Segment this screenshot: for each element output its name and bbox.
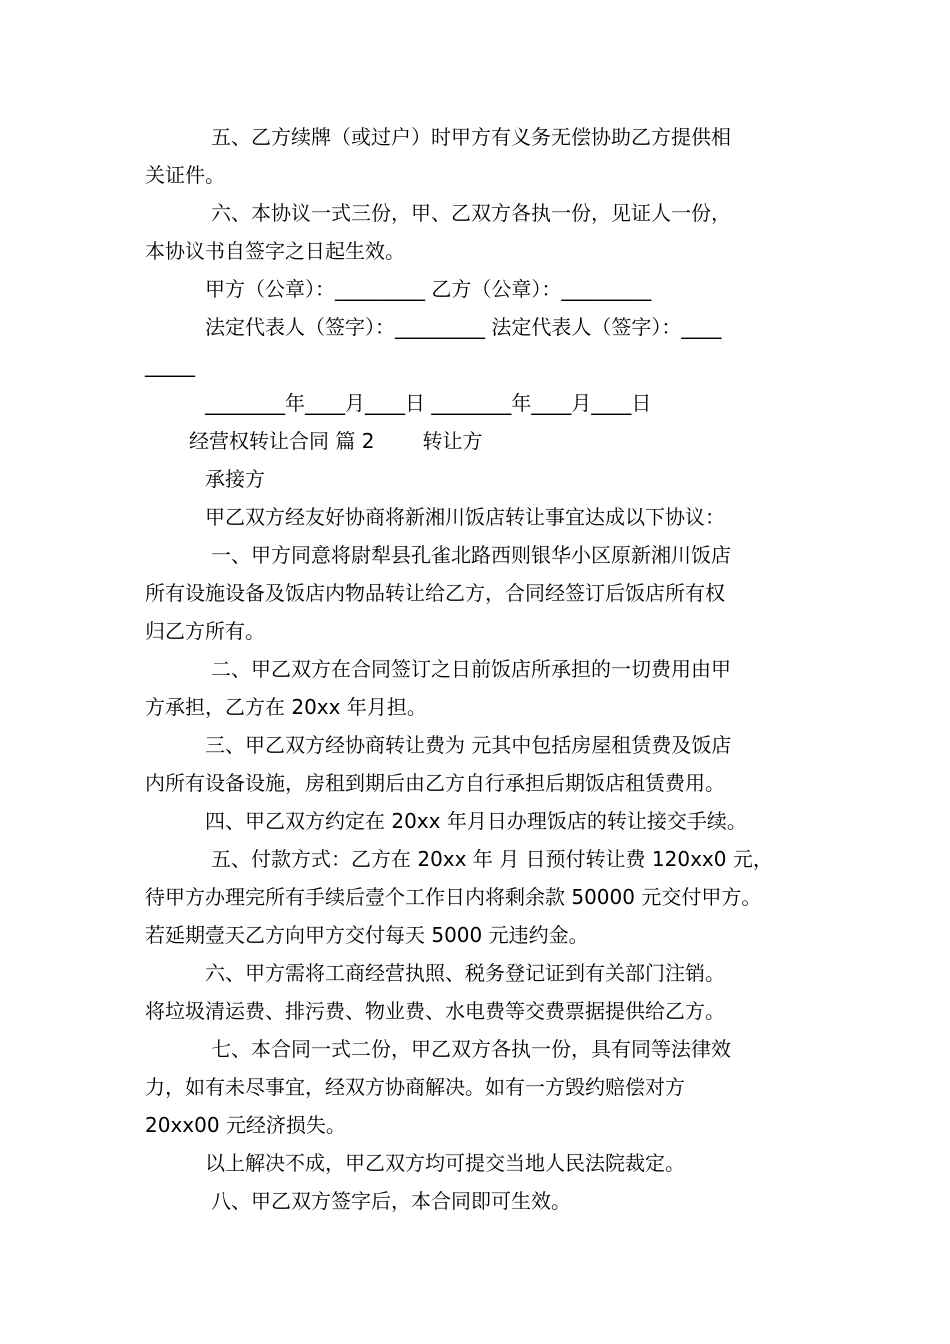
paragraph-line: 待甲方办理完所有手续后壹个工作日内将剩余款 50000 元交付甲方。 bbox=[145, 885, 762, 909]
paragraph-line: 内所有设备设施，房租到期后由乙方自行承担后期饭店租赁费用。 bbox=[145, 771, 725, 795]
paragraph-line: 七、本合同一式二份，甲乙双方各执一份，具有同等法律效 bbox=[211, 1037, 731, 1061]
paragraph-line: 以上解决不成，甲乙双方均可提交当地人民法院裁定。 bbox=[205, 1151, 685, 1175]
paragraph-line: 所有设施设备及饭店内物品转让给乙方，合同经签订后饭店所有权 bbox=[145, 581, 725, 605]
paragraph-line: 三、甲乙双方经协商转让费为 元其中包括房屋租赁费及饭店 bbox=[205, 733, 732, 757]
paragraph-line: 甲方（公章）：_________ 乙方（公章）：_________ bbox=[205, 277, 652, 301]
paragraph-line: 一、甲方同意将尉犁县孔雀北路西则银华小区原新湘川饭店 bbox=[211, 543, 731, 567]
paragraph-line: 法定代表人（签字）：_________ 法定代表人（签字）：____ bbox=[205, 315, 722, 339]
paragraph-line: 二、甲乙双方在合同签订之日前饭店所承担的一切费用由甲 bbox=[211, 657, 731, 681]
paragraph-line: 八、甲乙双方签字后，本合同即可生效。 bbox=[211, 1189, 571, 1213]
paragraph-line: ________年____月____日 ________年____月____日 bbox=[205, 391, 652, 415]
paragraph-line: 将垃圾清运费、排污费、物业费、水电费等交费票据提供给乙方。 bbox=[145, 999, 725, 1023]
paragraph-line: 力，如有未尽事宜，经双方协商解决。如有一方毁约赔偿对方 bbox=[145, 1075, 685, 1099]
document-content bbox=[145, 118, 817, 1220]
paragraph-line: 六、本协议一式三份，甲、乙双方各执一份，见证人一份， bbox=[211, 201, 731, 225]
party-a-label: 转让方 bbox=[422, 429, 483, 453]
paragraph-line: _____ bbox=[145, 353, 195, 377]
paragraph-line: 本协议书自签字之日起生效。 bbox=[145, 239, 405, 263]
paragraph-line: 若延期壹天乙方向甲方交付每天 5000 元违约金。 bbox=[145, 923, 589, 947]
paragraph-line: 甲乙双方经友好协商将新湘川饭店转让事宜达成以下协议： bbox=[205, 505, 725, 529]
paragraph-line: 五、乙方续牌（或过户）时甲方有义务无偿协助乙方提供相 bbox=[211, 125, 731, 149]
contract-end-section bbox=[145, 118, 817, 422]
paragraph-line: 五、付款方式：乙方在 20xx 年 月 日预付转让费 120xx0 元， bbox=[211, 847, 773, 871]
paragraph-line: 关证件。 bbox=[145, 163, 225, 187]
contract-body bbox=[145, 498, 817, 1220]
paragraph-line: 四、甲乙双方约定在 20xx 年月日办理饭店的转让接交手续。 bbox=[205, 809, 747, 833]
paragraph-line: 归乙方所有。 bbox=[145, 619, 265, 643]
paragraph-line: 方承担，乙方在 20xx 年月担。 bbox=[145, 695, 427, 719]
section-title: 经营权转让合同 篇 2 bbox=[189, 429, 375, 453]
party-b-label: 承接方 bbox=[205, 467, 265, 491]
section-heading-line bbox=[145, 422, 817, 460]
paragraph-line: 六、甲方需将工商经营执照、税务登记证到有关部门注销。 bbox=[205, 961, 725, 985]
paragraph-line: 20xx00 元经济损失。 bbox=[145, 1113, 346, 1137]
